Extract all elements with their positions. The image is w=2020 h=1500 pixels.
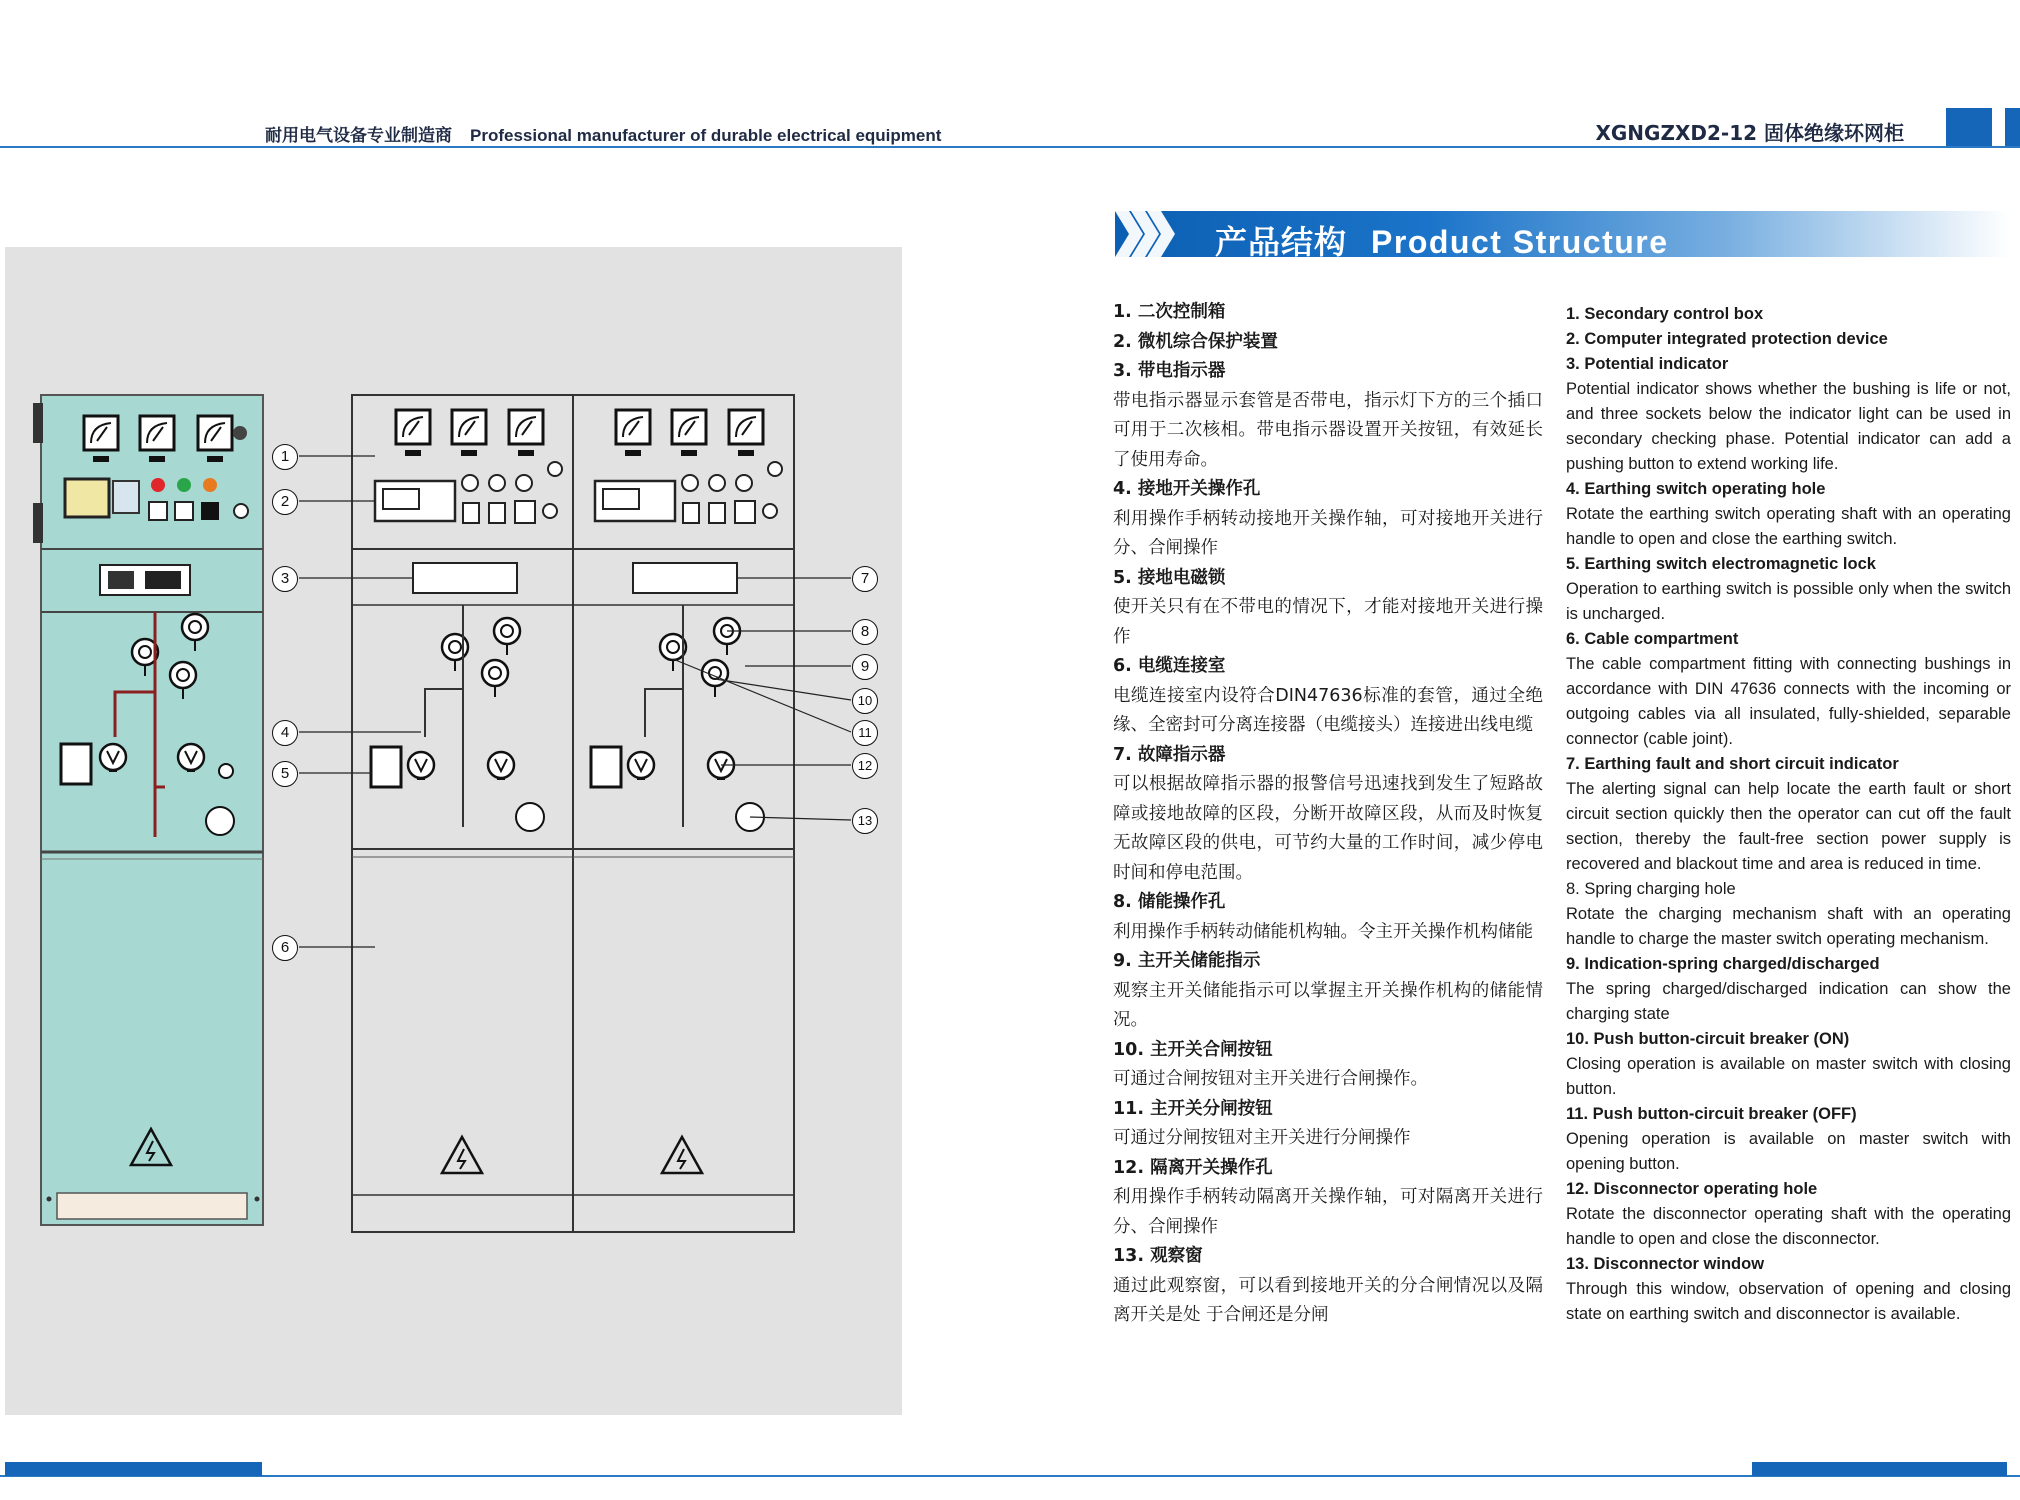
structure-list-en bbox=[1566, 302, 2011, 1327]
item-en-10-heading: 10. Push button-circuit breaker (ON) bbox=[1566, 1030, 1850, 1048]
callout-5: 5 bbox=[272, 761, 298, 787]
item-cn-5-heading: 5. 接地电磁锁 bbox=[1113, 567, 1226, 588]
item-en-12-desc: Rotate the disconnector operating shaft with the operating handle to open and close the disconnector. bbox=[1566, 1205, 2011, 1248]
structure-drawing bbox=[5, 247, 902, 1415]
footer-accent-left bbox=[5, 1462, 262, 1476]
item-en-10-desc: Closing operation is available on master switch with closing button. bbox=[1566, 1055, 2011, 1098]
item-cn-6-desc: 电缆连接室内设符合DIN47636标准的套管，通过全绝缘、全密封可分离连接器（电缆接头）连接进出线电缆 bbox=[1113, 685, 1543, 735]
item-en-9-desc: The spring charged/discharged indication can show the charging state bbox=[1566, 980, 2011, 1023]
item-en-4-heading: 4. Earthing switch operating hole bbox=[1566, 480, 1826, 498]
item-cn-8-desc: 利用操作手柄转动储能机构轴。令主开关操作机构储能 bbox=[1113, 921, 1533, 942]
footer-rule bbox=[0, 1475, 2020, 1477]
header-tagline-cn: 耐用电气设备专业制造商 bbox=[265, 126, 452, 146]
item-cn-7-desc: 可以根据故障指示器的报警信号迅速找到发生了短路故障或接地故障的区段，分断开故障区段，从而及时恢复无故障区段的供电，可节约大量的工作时间，减少停电时间和停电范围。 bbox=[1113, 774, 1543, 883]
item-cn-9-desc: 观察主开关储能指示可以掌握主开关操作机构的储能情况。 bbox=[1113, 980, 1543, 1030]
header-rule bbox=[0, 146, 2020, 148]
section-title-en: Product Structure bbox=[1371, 224, 1669, 260]
item-cn-9-heading: 9. 主开关储能指示 bbox=[1113, 951, 1261, 971]
item-en-4-desc: Rotate the earthing switch operating shaft with an operating handle to open and close the earthing switch. bbox=[1566, 505, 2011, 548]
item-en-11-desc: Opening operation is available on master switch with opening button. bbox=[1566, 1130, 2011, 1173]
callout-1: 1 bbox=[272, 444, 298, 470]
item-en-9-heading: 9. Indication-spring charged/discharged bbox=[1566, 955, 1880, 973]
header-tagline bbox=[265, 121, 941, 146]
callout-9: 9 bbox=[852, 654, 878, 680]
item-cn-10-heading: 10. 主开关合闸按钮 bbox=[1113, 1039, 1273, 1060]
item-cn-12-heading: 12. 隔离开关操作孔 bbox=[1113, 1157, 1273, 1178]
item-cn-5-desc: 使开关只有在不带电的情况下，才能对接地开关进行操作 bbox=[1113, 597, 1543, 647]
header-product-title: XGNGZXD2-12 固体绝缘环网柜 bbox=[1595, 121, 1904, 145]
chevron-arrows-icon bbox=[1115, 211, 1175, 257]
item-cn-6-heading: 6. 电缆连接室 bbox=[1113, 656, 1226, 676]
item-en-6-desc: The cable compartment fitting with connecting bushings in accordance with DIN 47636 connects with the incoming or outgoing cables via all insulated, fully-shielded, separable connector (cable joint). bbox=[1566, 655, 2011, 748]
item-en-12-heading: 12. Disconnector operating hole bbox=[1566, 1180, 1818, 1198]
callout-4: 4 bbox=[272, 720, 298, 746]
item-cn-7-heading: 7. 故障指示器 bbox=[1113, 744, 1226, 765]
footer-accent-right bbox=[1752, 1462, 2007, 1476]
item-cn-11-desc: 可通过分闸按钮对主开关进行分闸操作 bbox=[1113, 1128, 1411, 1148]
outline-cabinet-b bbox=[573, 395, 794, 1232]
header-accent-block bbox=[1946, 108, 1992, 146]
callout-2: 2 bbox=[272, 489, 298, 515]
outline-cabinet-a bbox=[352, 395, 573, 1232]
callout-6: 6 bbox=[272, 935, 298, 961]
item-cn-4-desc: 利用操作手柄转动接地开关操作轴，可对接地开关进行分、合闸操作 bbox=[1113, 508, 1543, 558]
item-en-13-desc: Through this window, observation of opening and closing state on earthing switch and disconnector is available. bbox=[1566, 1280, 2011, 1323]
section-title bbox=[1215, 217, 1669, 263]
item-cn-12-desc: 利用操作手柄转动隔离开关操作轴，可对隔离开关进行分、合闸操作 bbox=[1113, 1187, 1543, 1237]
item-en-8-desc: Rotate the charging mechanism shaft with an operating handle to charge the master switch operating mechanism. bbox=[1566, 905, 2011, 948]
callout-12: 12 bbox=[852, 753, 878, 779]
cabinet-illustration bbox=[5, 247, 902, 1415]
item-en-1-heading: 1. Secondary control box bbox=[1566, 305, 1764, 323]
callout-3: 3 bbox=[272, 566, 298, 592]
item-en-11-heading: 11. Push button-circuit breaker (OFF) bbox=[1566, 1105, 1857, 1123]
section-banner bbox=[1115, 211, 2010, 261]
item-cn-13-heading: 13. 观察窗 bbox=[1113, 1246, 1203, 1266]
item-en-13-heading: 13. Disconnector window bbox=[1566, 1255, 1765, 1273]
item-cn-10-desc: 可通过合闸按钮对主开关进行合闸操作。 bbox=[1113, 1069, 1428, 1089]
callout-7: 7 bbox=[852, 566, 878, 592]
item-cn-3-desc: 带电指示器显示套管是否带电，指示灯下方的三个插口可用于二次核相。带电指示器设置开关按钮，有效延长了使用寿命。 bbox=[1113, 390, 1543, 470]
callout-11: 11 bbox=[852, 720, 878, 746]
item-en-2-heading: 2. Computer integrated protection device bbox=[1566, 330, 1888, 348]
item-en-8-heading: 8. Spring charging hole bbox=[1566, 880, 1736, 898]
item-en-5-desc: Operation to earthing switch is possible only when the switch is uncharged. bbox=[1566, 580, 2011, 623]
structure-list-cn bbox=[1113, 298, 1543, 1331]
header-tagline-en: Professional manufacturer of durable electrical equipment bbox=[470, 126, 942, 145]
item-en-7-heading: 7. Earthing fault and short circuit indicator bbox=[1566, 755, 1899, 773]
item-cn-2-heading: 2. 微机综合保护装置 bbox=[1113, 331, 1278, 352]
header-accent-block-small bbox=[2005, 108, 2020, 146]
item-en-5-heading: 5. Earthing switch electromagnetic lock bbox=[1566, 555, 1876, 573]
item-cn-4-heading: 4. 接地开关操作孔 bbox=[1113, 479, 1261, 499]
item-en-7-desc: The alerting signal can help locate the earth fault or short circuit section quickly then the operator can cut off the fault section, thereby the fault-free section power supply is recovered and blackout time and area is reduced in time. bbox=[1566, 780, 2011, 873]
callout-8: 8 bbox=[852, 619, 878, 645]
item-cn-8-heading: 8. 储能操作孔 bbox=[1113, 892, 1226, 912]
callout-10: 10 bbox=[852, 688, 878, 714]
section-title-cn: 产品结构 bbox=[1215, 223, 1348, 261]
callout-13: 13 bbox=[852, 808, 878, 834]
item-en-6-heading: 6. Cable compartment bbox=[1566, 630, 1739, 648]
item-cn-13-desc: 通过此观察窗，可以看到接地开关的分合闸情况以及隔离开关是处 于合闸还是分闸 bbox=[1113, 1275, 1543, 1325]
item-cn-1-heading: 1. 二次控制箱 bbox=[1113, 302, 1226, 322]
item-cn-11-heading: 11. 主开关分闸按钮 bbox=[1113, 1098, 1273, 1119]
item-cn-3-heading: 3. 带电指示器 bbox=[1113, 361, 1226, 381]
item-en-3-heading: 3. Potential indicator bbox=[1566, 355, 1729, 373]
item-en-3-desc: Potential indicator shows whether the bushing is life or not, and three sockets below the indicator light can be used in secondary checking phase. Potential indicator can add a pushing button to extend working life. bbox=[1566, 380, 2011, 473]
